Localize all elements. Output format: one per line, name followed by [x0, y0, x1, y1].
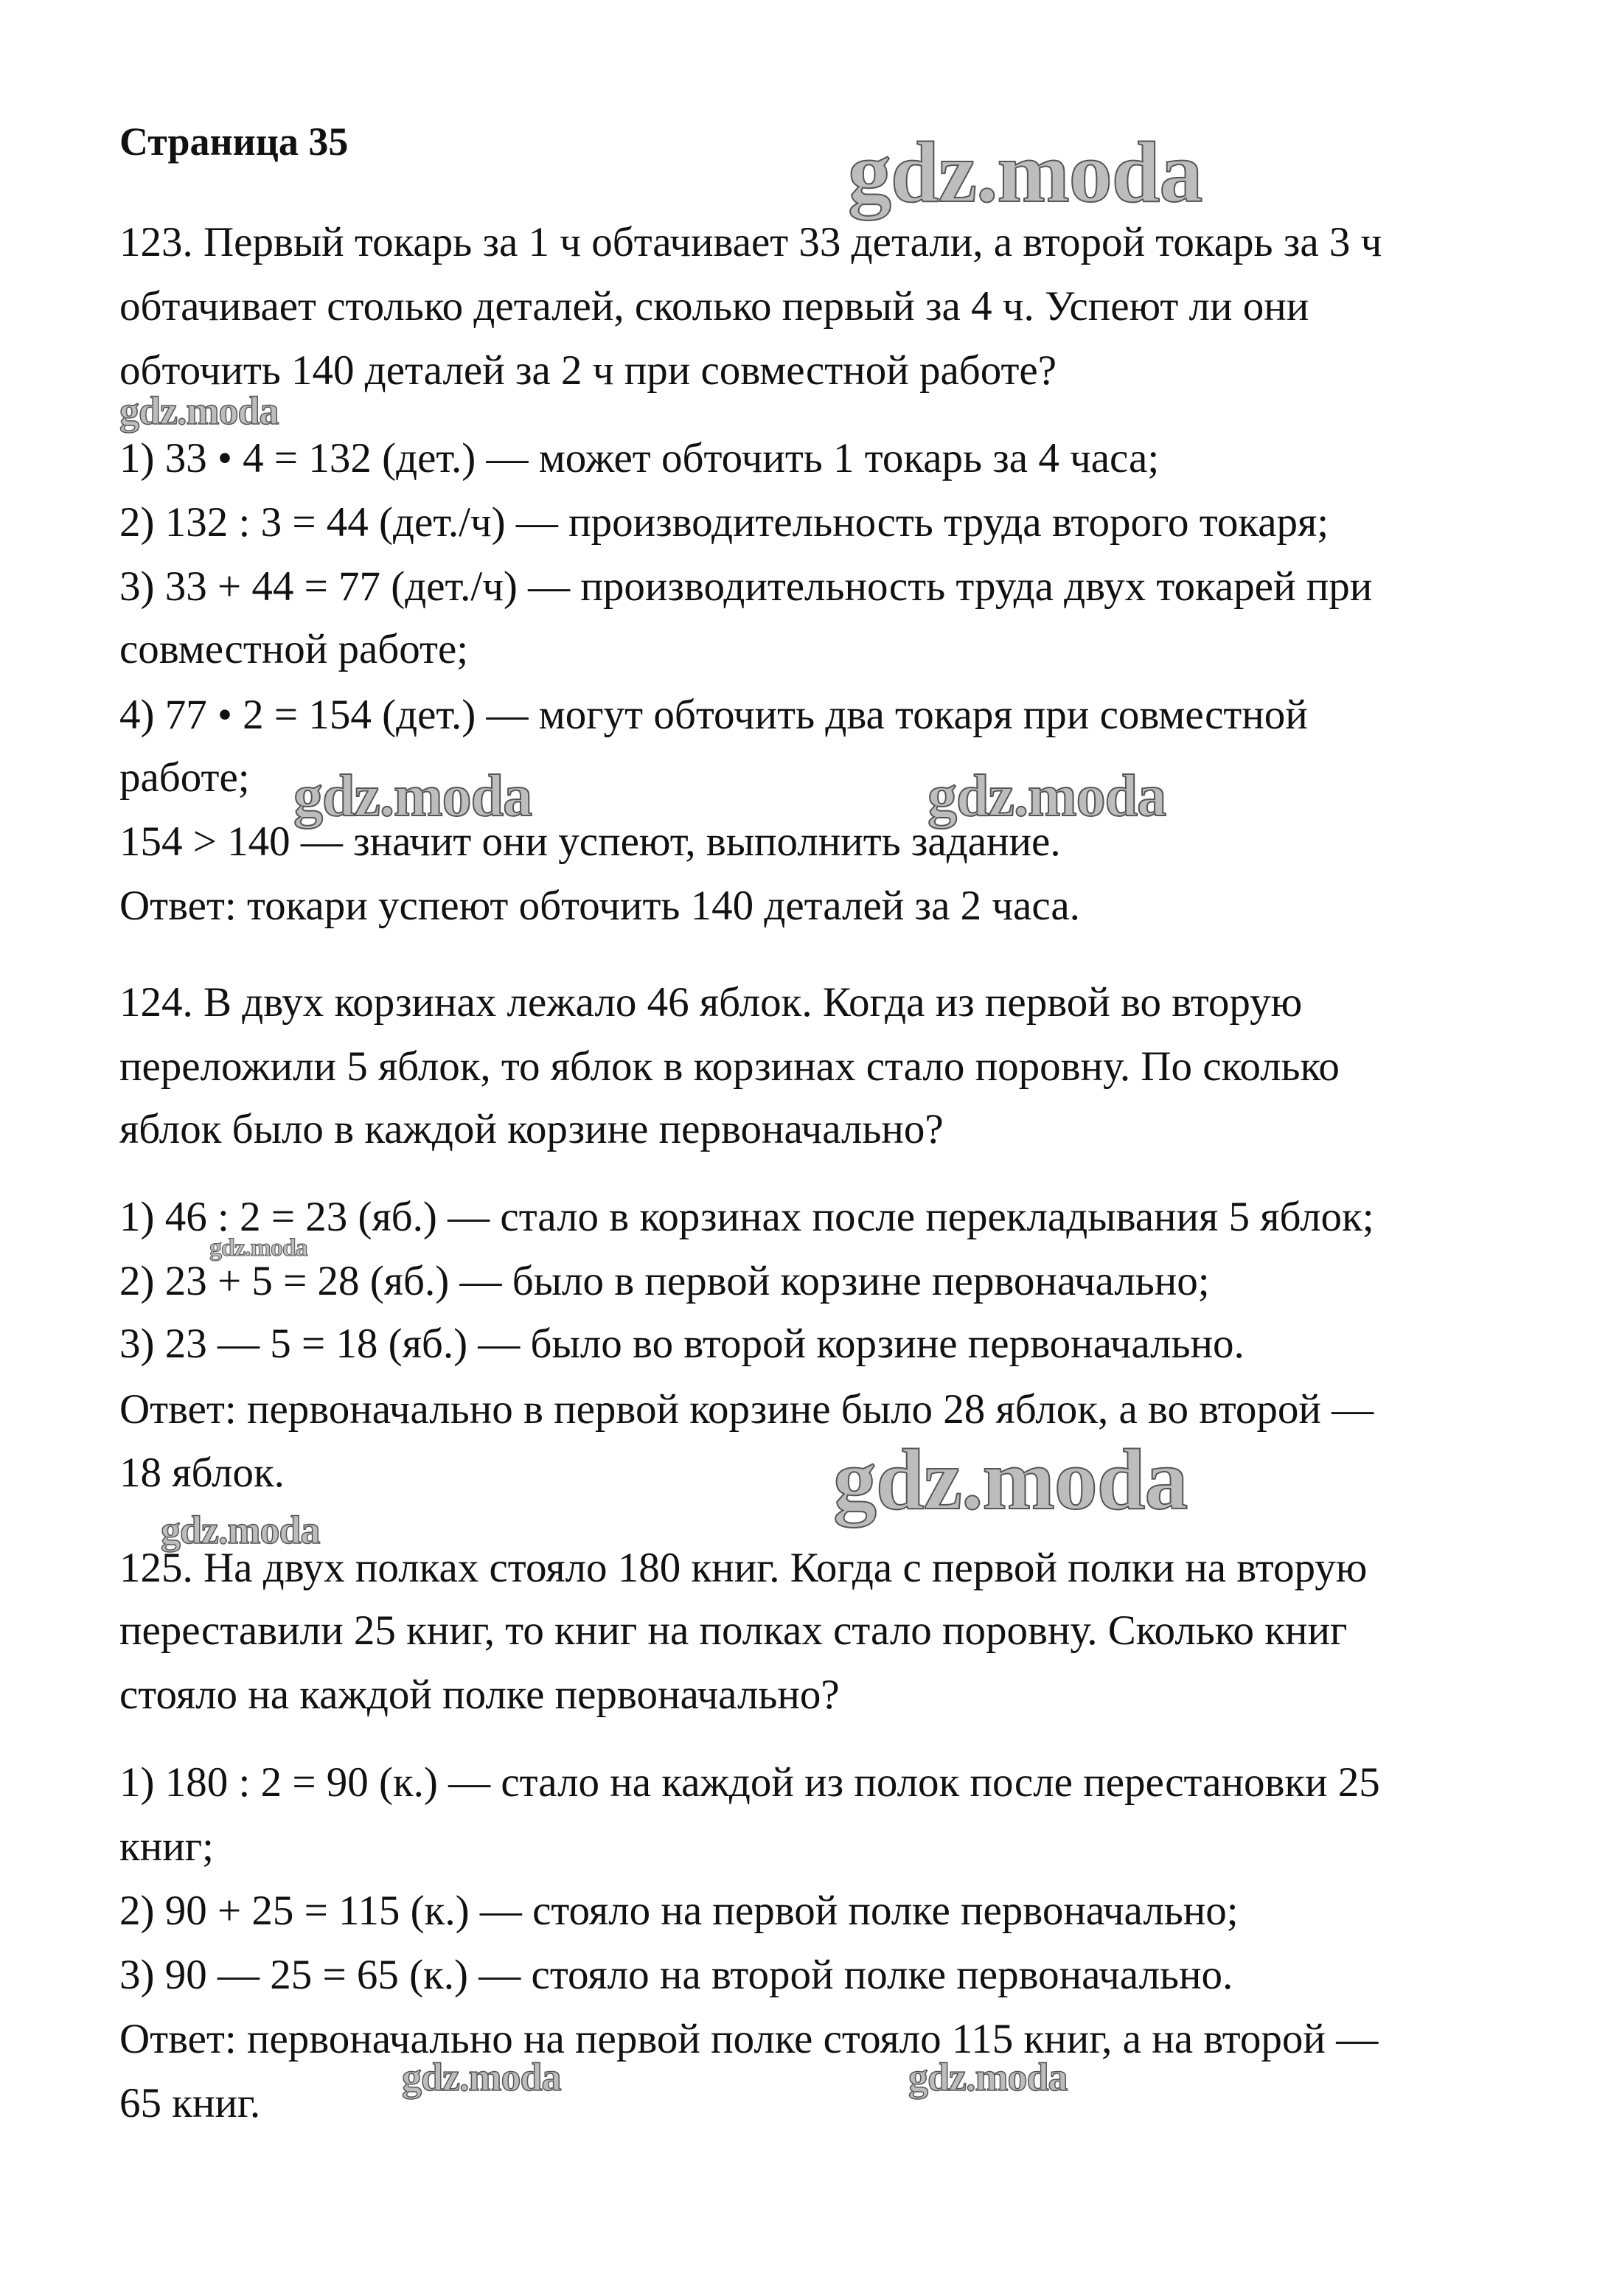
- answer-line: Ответ: токари успеют обточить 140 деталей за 2 часа.: [119, 883, 1080, 929]
- problem-text: обтачивает столько деталей, сколько первый за 4 ч. Успеют ли они: [119, 283, 1309, 330]
- problem-text: 124. В двух корзинах лежало 46 яблок. Когда из первой во вторую: [119, 979, 1303, 1026]
- solution-line: 2) 132 : 3 = 44 (дет./ч) — производительность труда второго токаря;: [119, 499, 1329, 546]
- solution-line: 154 > 140 — значит они успеют, выполнить задание.: [119, 818, 1061, 865]
- solution-line: 3) 90 — 25 = 65 (к.) — стояло на второй полке первоначально.: [119, 1952, 1233, 1998]
- solution-line: 1) 46 : 2 = 23 (яб.) — стало в корзинах после перекладывания 5 яблок;: [119, 1194, 1374, 1240]
- problem-text: 125. На двух полках стояло 180 книг. Когда с первой полки на вторую: [119, 1545, 1368, 1591]
- answer-line: Ответ: первоначально на первой полке стояло 115 книг, а на второй —: [119, 2016, 1379, 2062]
- solution-line: 4) 77 • 2 = 154 (дет.) — могут обточить два токаря при совместной: [119, 692, 1308, 738]
- watermark: gdz.moda: [209, 1234, 307, 1262]
- watermark: gdz.moda: [161, 1508, 320, 1552]
- watermark: gdz.moda: [908, 2055, 1068, 2099]
- solution-line: 1) 180 : 2 = 90 (к.) — стало на каждой из полок после перестановки 25: [119, 1759, 1380, 1806]
- problem-text: стояло на каждой полке первоначально?: [119, 1671, 840, 1718]
- watermark: gdz.moda: [293, 764, 532, 829]
- watermark: gdz.moda: [833, 1431, 1188, 1528]
- answer-line: Ответ: первоначально в первой корзине было 28 яблок, а во второй —: [119, 1386, 1374, 1433]
- watermark: gdz.moda: [848, 124, 1202, 220]
- solution-line: 3) 23 — 5 = 18 (яб.) — было во второй корзине первоначально.: [119, 1321, 1245, 1367]
- problem-text: обточить 140 деталей за 2 ч при совместной работе?: [119, 347, 1057, 394]
- page-title: Страница 35: [119, 119, 349, 164]
- solution-line: книг;: [119, 1823, 214, 1870]
- solution-line: 2) 23 + 5 = 28 (яб.) — было в первой корзине первоначально;: [119, 1258, 1210, 1304]
- problem-text: 123. Первый токарь за 1 ч обтачивает 33 детали, а второй токарь за 3 ч: [119, 219, 1382, 265]
- answer-line: 18 яблок.: [119, 1450, 285, 1496]
- problem-text: яблок было в каждой корзине первоначально?: [119, 1106, 944, 1152]
- problem-text: переставили 25 книг, то книг на полках стало поровну. Сколько книг: [119, 1607, 1348, 1654]
- solution-line: работе;: [119, 754, 250, 801]
- problem-text: переложили 5 яблок, то яблок в корзинах стало поровну. По сколько: [119, 1043, 1340, 1090]
- answer-line: 65 книг.: [119, 2080, 261, 2126]
- solution-line: 1) 33 • 4 = 132 (дет.) — может обточить 1 токарь за 4 часа;: [119, 435, 1160, 481]
- solution-line: 2) 90 + 25 = 115 (к.) — стояло на первой полке первоначально;: [119, 1888, 1239, 1934]
- solution-line: совместной работе;: [119, 626, 469, 672]
- watermark: gdz.moda: [119, 389, 279, 433]
- watermark: gdz.moda: [927, 764, 1166, 829]
- watermark: gdz.moda: [402, 2055, 561, 2099]
- solution-line: 3) 33 + 44 = 77 (дет./ч) — производительность труда двух токарей при: [119, 563, 1373, 610]
